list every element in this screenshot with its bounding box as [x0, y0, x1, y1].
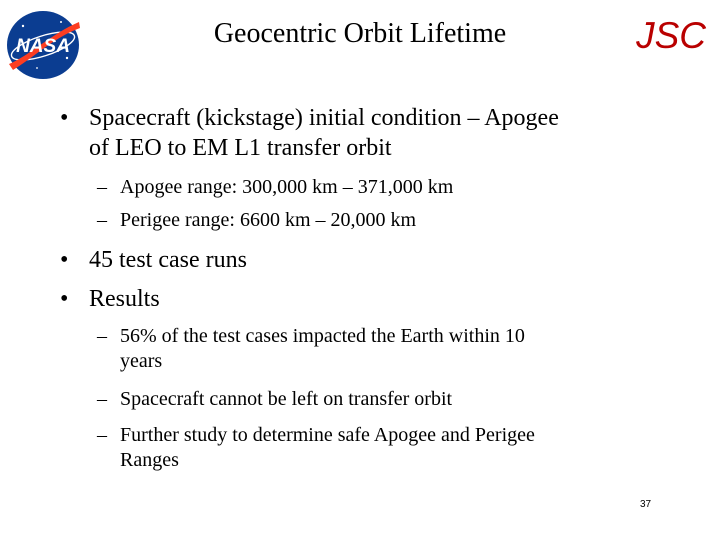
bullet-text-line: Results: [89, 286, 160, 312]
bullet-marker: •: [60, 105, 69, 131]
sub-bullet-text-line: years: [120, 350, 163, 372]
bullet-text-line: 45 test case runs: [89, 247, 247, 273]
center-label: JSC: [636, 15, 706, 56]
sub-bullet-item: [97, 324, 637, 374]
logo-wordmark: NASA: [16, 36, 70, 57]
sub-bullet-text: Apogee range: 300,000 km – 371,000 km: [120, 176, 454, 198]
bullet-text-line: of LEO to EM L1 transfer orbit: [89, 135, 392, 161]
sub-bullet-marker: –: [97, 424, 107, 446]
sub-bullet-marker: –: [97, 388, 107, 410]
nasa-meatball-icon: [3, 8, 83, 82]
sub-bullet-text-line: Further study to determine safe Apogee and Perigee: [120, 424, 535, 446]
logo-star: [36, 67, 38, 69]
sub-bullet-item: [97, 208, 637, 233]
bullet-marker: •: [60, 247, 69, 273]
logo-star: [66, 57, 68, 59]
bullet-item: [60, 103, 660, 163]
sub-bullet-text: Perigee range: 6600 km – 20,000 km: [120, 209, 417, 231]
slide-title: Geocentric Orbit Lifetime: [213, 18, 507, 49]
logo-star: [60, 21, 62, 23]
sub-bullet-text-line: Spacecraft cannot be left on transfer orbit: [120, 388, 453, 410]
bullet-item: [60, 245, 660, 275]
sub-bullet-marker: –: [97, 176, 107, 198]
bullet-text-line: Spacecraft (kickstage) initial condition – Apogee: [89, 105, 559, 131]
logo-star: [22, 25, 24, 27]
page-number: 37: [640, 499, 652, 510]
sub-bullet-marker: –: [97, 325, 107, 347]
sub-bullet-text-line: Ranges: [120, 449, 179, 471]
sub-bullet-item: [97, 387, 637, 412]
bullet-marker: •: [60, 286, 69, 312]
sub-bullet-marker: –: [97, 209, 107, 231]
bullet-item: [60, 284, 660, 314]
sub-bullet-item: [97, 175, 637, 200]
sub-bullet-text-line: 56% of the test cases impacted the Earth within 10: [120, 325, 525, 347]
sub-bullet-item: [97, 423, 637, 473]
